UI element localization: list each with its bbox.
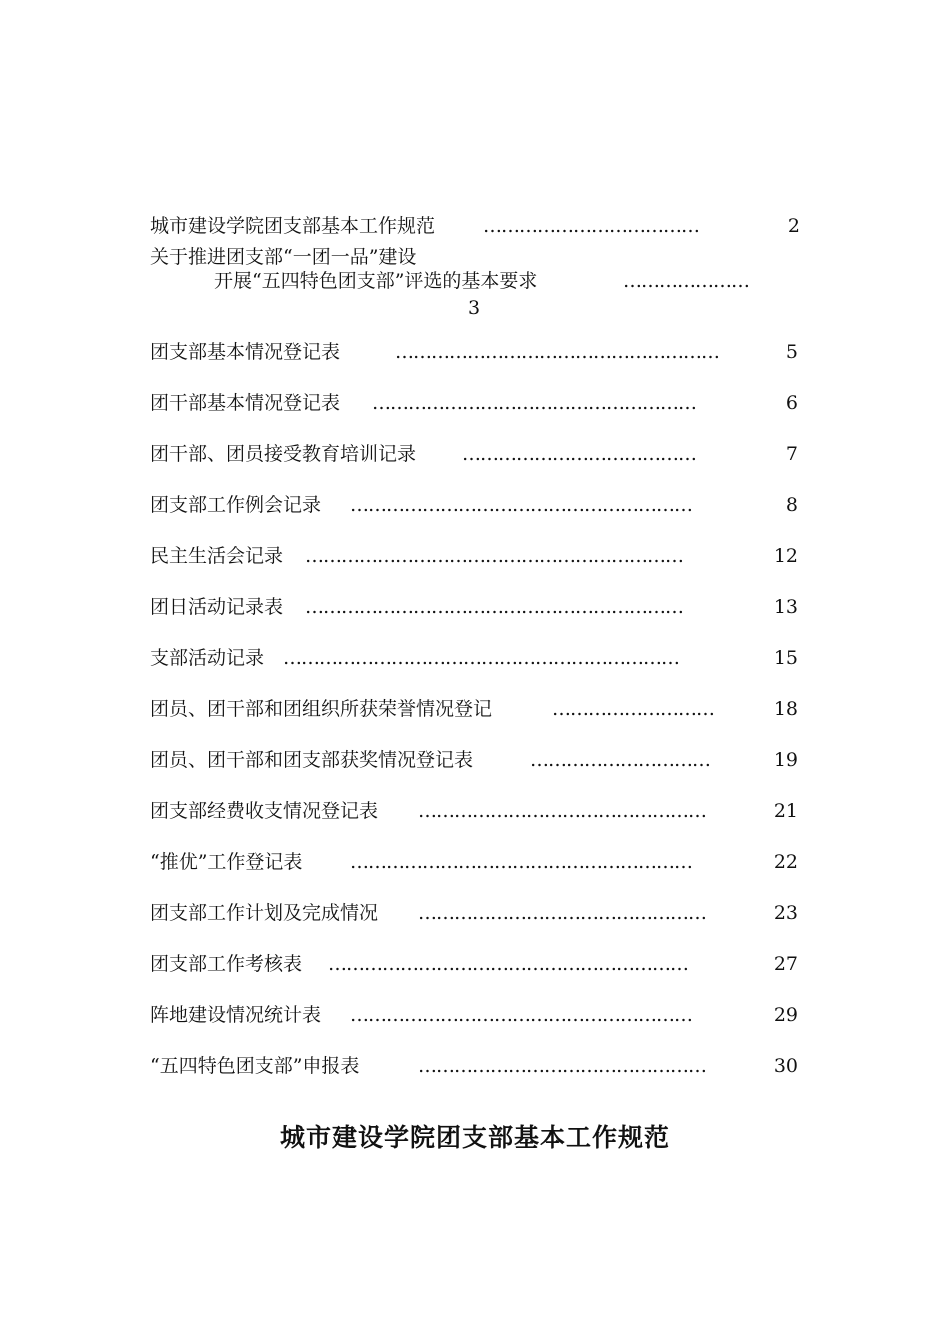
toc-entry-leader-dots: ……………………… [552, 698, 714, 720]
toc-entry-leader-dots: ……………………………………………………… [305, 596, 683, 618]
toc-entry[interactable] [150, 848, 800, 876]
toc-entry[interactable] [150, 1001, 800, 1029]
toc-entry-leader-dots: ………………… [623, 270, 749, 292]
toc-entry-page: 2 [787, 215, 800, 237]
toc-entry-title: 团干部基本情况登记表 [150, 392, 341, 414]
toc-entry[interactable] [150, 746, 800, 774]
toc-entry-page: 8 [785, 494, 798, 516]
toc-entry[interactable] [150, 1052, 800, 1080]
toc-entry-page: 22 [773, 851, 798, 873]
toc-entry-leader-dots: ……………………………………………………… [305, 545, 683, 567]
toc-entry-title: 团支部基本情况登记表 [150, 341, 341, 363]
toc-entry[interactable] [150, 212, 800, 240]
toc-entry-page: 7 [785, 443, 798, 465]
toc-entry-leader-dots: ……………………………………………… [395, 341, 719, 363]
toc-entry-leader-dots: ………………………………………………………… [283, 647, 679, 669]
toc-entry-leader-dots: ……………………………… [483, 215, 699, 237]
toc-entry-page: 5 [785, 341, 798, 363]
toc-entry-title: 团干部、团员接受教育培训记录 [150, 443, 417, 465]
toc-entry[interactable] [150, 593, 800, 621]
toc-entry-title: 团支部经费收支情况登记表 [150, 800, 379, 822]
section-heading: 城市建设学院团支部基本工作规范 [279, 1123, 670, 1152]
toc-entry-leader-dots: ………………………… [530, 749, 710, 771]
toc-entry[interactable] [150, 899, 800, 927]
toc-entry[interactable] [150, 542, 800, 570]
toc-entry-title: 城市建设学院团支部基本工作规范 [150, 215, 436, 237]
toc-entry[interactable] [150, 695, 800, 723]
toc-entry-title: 团员、团干部和团组织所获荣誉情况登记 [150, 698, 493, 720]
toc-entry-leader-dots: ……………………………………………… [372, 392, 696, 414]
toc-entry[interactable] [150, 797, 800, 825]
toc-entry-page: 18 [773, 698, 798, 720]
toc-entry[interactable] [150, 491, 800, 519]
toc-entry[interactable] [150, 440, 800, 468]
toc-entry-leader-dots: ………………………………………………… [350, 494, 692, 516]
toc-entry[interactable] [150, 389, 800, 417]
toc-entry-page: 12 [773, 545, 798, 567]
toc-entry-title: 支部活动记录 [150, 647, 265, 669]
toc-entry-page: 15 [773, 647, 798, 669]
toc-entry-title: 团日活动记录表 [150, 596, 284, 618]
toc-entry[interactable] [150, 950, 800, 978]
toc-entry[interactable] [150, 644, 800, 672]
toc-entry-title: 阵地建设情况统计表 [150, 1004, 322, 1026]
toc-entry-leader-dots: …………………………………………………… [328, 953, 688, 975]
toc-entry-page: 21 [773, 800, 798, 822]
toc-entry-title: 团支部工作例会记录 [150, 494, 322, 516]
toc-entry-page: 30 [773, 1055, 798, 1077]
toc-entry-title: 团支部工作考核表 [150, 953, 303, 975]
toc-entry-leader-dots: ………………………………………… [418, 1055, 706, 1077]
toc-entry-page: 3 [468, 297, 481, 319]
toc-entry-leader-dots: ………………………………………… [418, 902, 706, 924]
toc-entry-title: 团员、团干部和团支部获奖情况登记表 [150, 749, 474, 771]
toc-entry[interactable] [150, 338, 800, 366]
toc-entry-page: 13 [773, 596, 798, 618]
toc-entry-title: 民主生活会记录 [150, 545, 284, 567]
toc-entry-leader-dots: ………………………………………………… [350, 1004, 692, 1026]
toc-entry-leader-dots: ………………………………………… [418, 800, 706, 822]
toc-entry-page: 23 [773, 902, 798, 924]
toc-entry-title: “推优”工作登记表 [150, 851, 303, 873]
toc-entry-leader-dots: ………………………………… [462, 443, 696, 465]
toc-entry-page: 6 [785, 392, 798, 414]
toc-entry-page: 19 [773, 749, 798, 771]
toc-entry-title: “五四特色团支部”申报表 [150, 1055, 360, 1077]
toc-entry-page: 29 [773, 1004, 798, 1026]
toc-entry-title-line2: 开展“五四特色团支部”评选的基本要求 [214, 270, 538, 292]
toc-entry-leader-dots: ………………………………………………… [350, 851, 692, 873]
toc-entry-page: 27 [773, 953, 798, 975]
toc-entry-title-line1: 关于推进团支部“一团一品”建设 [150, 246, 417, 268]
toc-entry-title: 团支部工作计划及完成情况 [150, 902, 379, 924]
